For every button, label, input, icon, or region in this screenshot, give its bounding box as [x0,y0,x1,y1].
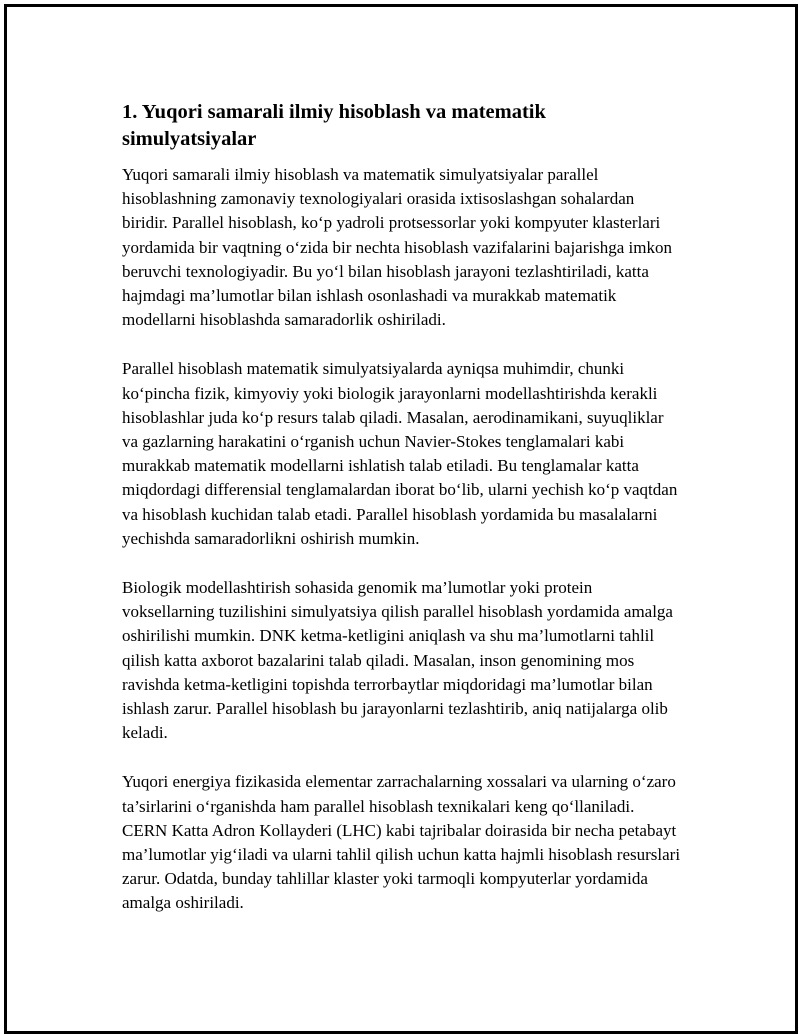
document-body [122,99,682,941]
paragraph-4: Yuqori energiya fizikasida elementar zarrachalarning xossalari va ularning o‘zaro ta’sirlarini o‘rganishda ham parallel hisoblash texnikalari keng qo‘llaniladi. CERN Katta Adron Kollayderi (LHC) kabi tajribalar doirasida bir necha petabayt ma’lumotlar yig‘iladi va ularni tahlil qilish uchun katta hajmli hisoblash resurslari zarur. Odatda, bunday tahlillar klaster yoki tarmoqli kompyuterlar yordamida amalga oshiriladi. [122,772,681,913]
paragraph-2: Parallel hisoblash matematik simulyatsiyalarda ayniqsa muhimdir, chunki ko‘pincha fizik, kimyoviy yoki biologik jarayonlarni modellashtirishda kerakli hisoblashlar juda ko‘p resurs talab qiladi. Masalan, aerodinamikani, suyuqliklar va gazlarning harakatini o‘rganish uchun Navier-Stokes tenglamalari kabi murakkab matematik modellarni ishlatish talab etiladi. Bu tenglamalar katta miqdordagi differensial tenglamalardan iborat bo‘lib, ularni yechish ko‘p vaqtdan va hisoblash kuchidan talab etadi. Parallel hisoblash yordamida bu masalalarni yechishda samaradorlikni oshirish mumkin. [122,359,678,548]
paragraph-3: Biologik modellashtirish sohasida genomik ma’lumotlar yoki protein voksellarning tuzilishini simulyatsiya qilish parallel hisoblash yordamida amalga oshirilishi mumkin. DNK ketma-ketligini aniqlash va shu ma’lumotlarni tahlil qilish katta axborot bazalarini talab qiladi. Masalan, inson genomining mos ravishda ketma-ketligini topishda terrorbaytlar miqdoridagi ma’lumotlar bilan ishlash zarur. Parallel hisoblash bu jarayonlarni tezlashtirib, aniq natijalarga olib keladi. [122,578,673,743]
page-frame [4,4,798,1034]
section-title: 1. Yuqori samarali ilmiy hisoblash va matematik simulyatsiyalar [122,101,546,150]
paragraph-1: Yuqori samarali ilmiy hisoblash va matematik simulyatsiyalar parallel hisoblashning zamonaviy texnologiyalari orasida ixtisoslashgan sohalardan biridir. Parallel hisoblash, ko‘p yadroli protsessorlar yoki kompyuter klasterlari yordamida bir vaqtning o‘zida bir nechta hisoblash vazifalarini bajarishga imkon beruvchi texnologiyadir. Bu yo‘l bilan hisoblash jarayoni tezlashtiriladi, katta hajmdagi ma’lumotlar bilan ishlash osonlashadi va murakkab matematik modellarni hisoblashda samaradorlik oshiriladi. [122,165,672,330]
